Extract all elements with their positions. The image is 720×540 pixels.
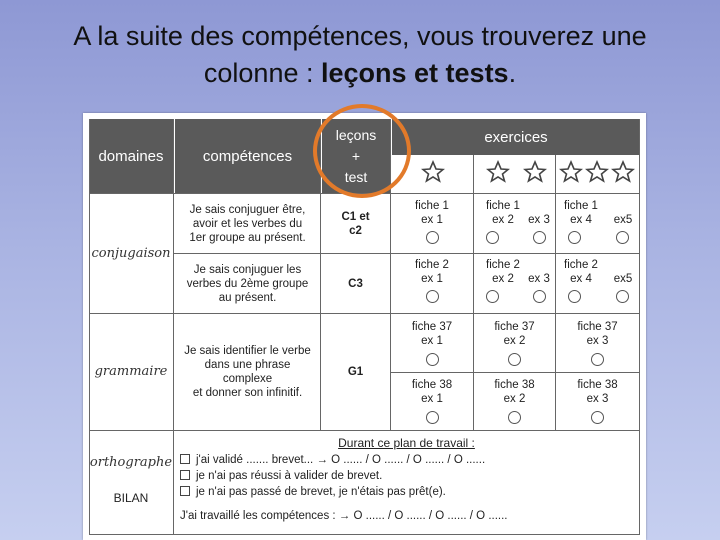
text-line: verbes du 2ème groupe <box>186 277 309 290</box>
checkbox-circle[interactable] <box>426 290 439 303</box>
lesson-code-c1-c2 <box>321 194 390 253</box>
text-line: ex 1 <box>421 335 443 347</box>
text-line: Je sais identifier le verbe <box>184 345 311 357</box>
text-line: fiche 37 <box>577 321 618 333</box>
checkbox-circle[interactable] <box>486 290 499 303</box>
checkbox-circle[interactable] <box>486 231 499 244</box>
bilan-option <box>180 486 446 498</box>
star-3b-icon <box>585 160 609 184</box>
header-lecons-3: test <box>344 168 368 185</box>
checkbox-circle[interactable] <box>426 353 439 366</box>
checkbox-circle[interactable] <box>508 353 521 366</box>
exercise-label: ex 3 <box>528 214 550 226</box>
text-line: fiche 37 <box>411 321 453 333</box>
text-line: au présent. <box>218 291 277 304</box>
star-3a-icon <box>559 160 583 184</box>
checkbox[interactable] <box>180 486 190 496</box>
highlight-circle-annotation <box>313 104 411 198</box>
domain-conjugaison: conjugaison <box>91 245 171 261</box>
checkbox-circle[interactable] <box>533 231 546 244</box>
text-line: fiche 2 <box>486 259 520 271</box>
grid-line <box>173 119 174 430</box>
text-line: fiche 2 <box>564 259 598 271</box>
competence-conj-1 <box>175 194 320 253</box>
exercise-label <box>406 199 458 227</box>
checkbox-circle[interactable] <box>426 411 439 424</box>
lesson-code-c3: C3 <box>348 277 363 290</box>
exercise-cell <box>556 375 639 427</box>
domain-orthographe: orthographe <box>89 455 173 470</box>
exercise-cell <box>474 375 555 427</box>
text-line: ex 3 <box>586 335 609 347</box>
competence-conj-2 <box>175 254 320 313</box>
title-end: . <box>508 58 517 88</box>
text-line: fiche 1 <box>564 200 598 212</box>
text-line: ex 1 <box>421 273 443 285</box>
header-lecons-1: leçons <box>335 126 377 143</box>
text-line: avoir et les verbes du <box>192 217 303 230</box>
title-plain: colonne : <box>203 58 321 88</box>
slide-title-line1: A la suite des compétences, vous trouverez une <box>73 21 647 51</box>
text-line: complexe <box>222 373 273 385</box>
header-domaines: domaines <box>89 119 173 193</box>
title-bold: leçons et tests <box>321 58 509 88</box>
text-line: Je sais conjuguer être, <box>189 203 306 216</box>
star-3c-icon <box>611 160 635 184</box>
checkbox-circle[interactable] <box>426 231 439 244</box>
text-line: ex 3 <box>586 393 609 405</box>
bilan-summary: J'ai travaillé les compétences : → O ...... / O ...... / O ...... / O ...... <box>180 510 508 522</box>
text-line: fiche 38 <box>494 379 535 391</box>
text-line: je n'ai pas réussi à valider de brevet. <box>196 470 383 482</box>
text-line: fiche 1 <box>415 200 449 212</box>
text-line: 1er groupe au présent. <box>189 231 306 244</box>
text-line: je n'ai pas passé de brevet, je n'étais pas prêt(e). <box>196 486 446 498</box>
text-line: Je sais conjuguer les <box>193 263 302 276</box>
competence-gram-1 <box>175 314 320 430</box>
text-line: fiche 37 <box>494 321 535 333</box>
exercise-label <box>555 258 607 286</box>
text-line: ex 2 <box>492 214 514 226</box>
text-line: j'ai validé ....... brevet... → O ...... / O ...... / O ...... / O ...... <box>196 454 486 466</box>
exercise-cell <box>391 317 473 369</box>
text-line: fiche 2 <box>415 259 449 271</box>
text-line: ex 2 <box>503 335 526 347</box>
slide-title-line2 <box>0 55 720 92</box>
star-1-icon <box>421 160 445 184</box>
bilan-option <box>180 470 382 482</box>
header-exercices: exercices <box>392 119 640 155</box>
checkbox-circle[interactable] <box>508 411 521 424</box>
exercise-label <box>555 199 607 227</box>
text-line: et donner son infinitif. <box>192 387 303 399</box>
exercise-cell <box>556 317 639 369</box>
text-line: ex 4 <box>570 273 592 285</box>
exercise-label: ex5 <box>613 214 633 226</box>
bilan-option <box>180 454 485 466</box>
exercise-label <box>406 258 458 286</box>
grid-line <box>89 534 640 535</box>
exercise-label: ex5 <box>613 273 633 285</box>
checkbox-circle[interactable] <box>568 231 581 244</box>
checkbox-circle[interactable] <box>568 290 581 303</box>
checkbox-circle[interactable] <box>533 290 546 303</box>
exercise-label: ex 3 <box>528 273 550 285</box>
bilan-title: Durant ce plan de travail : <box>338 436 475 450</box>
text-line: fiche 38 <box>577 379 618 391</box>
header-competences: compétences <box>175 119 320 193</box>
exercise-cell <box>474 317 555 369</box>
bilan-label: BILAN <box>113 491 149 505</box>
text-line: C1 et <box>341 210 370 223</box>
text-line: ex 2 <box>503 393 526 405</box>
exercise-cell <box>391 375 473 427</box>
star-2a-icon <box>486 160 510 184</box>
text-line: c2 <box>349 224 362 237</box>
text-line: dans une phrase <box>204 359 291 371</box>
grid-line <box>390 372 640 373</box>
checkbox-circle[interactable] <box>591 353 604 366</box>
domain-grammaire: grammaire <box>94 364 168 379</box>
text-line: ex 2 <box>492 273 514 285</box>
text-line: fiche 38 <box>411 379 453 391</box>
grid-line <box>639 119 640 534</box>
lesson-code-g1: G1 <box>347 366 364 378</box>
text-line: ex 1 <box>421 393 443 405</box>
text-line: ex 1 <box>421 214 443 226</box>
checkbox-circle[interactable] <box>591 411 604 424</box>
checkbox-circle[interactable] <box>616 231 629 244</box>
checkbox-circle[interactable] <box>616 290 629 303</box>
slide-title <box>0 18 720 92</box>
bilan-section <box>174 430 639 534</box>
header-lecons-2: + <box>351 147 361 164</box>
checkbox[interactable] <box>180 454 190 464</box>
checkbox[interactable] <box>180 470 190 480</box>
star-2b-icon <box>523 160 547 184</box>
text-line: ex 4 <box>570 214 592 226</box>
text-line: fiche 1 <box>486 200 520 212</box>
